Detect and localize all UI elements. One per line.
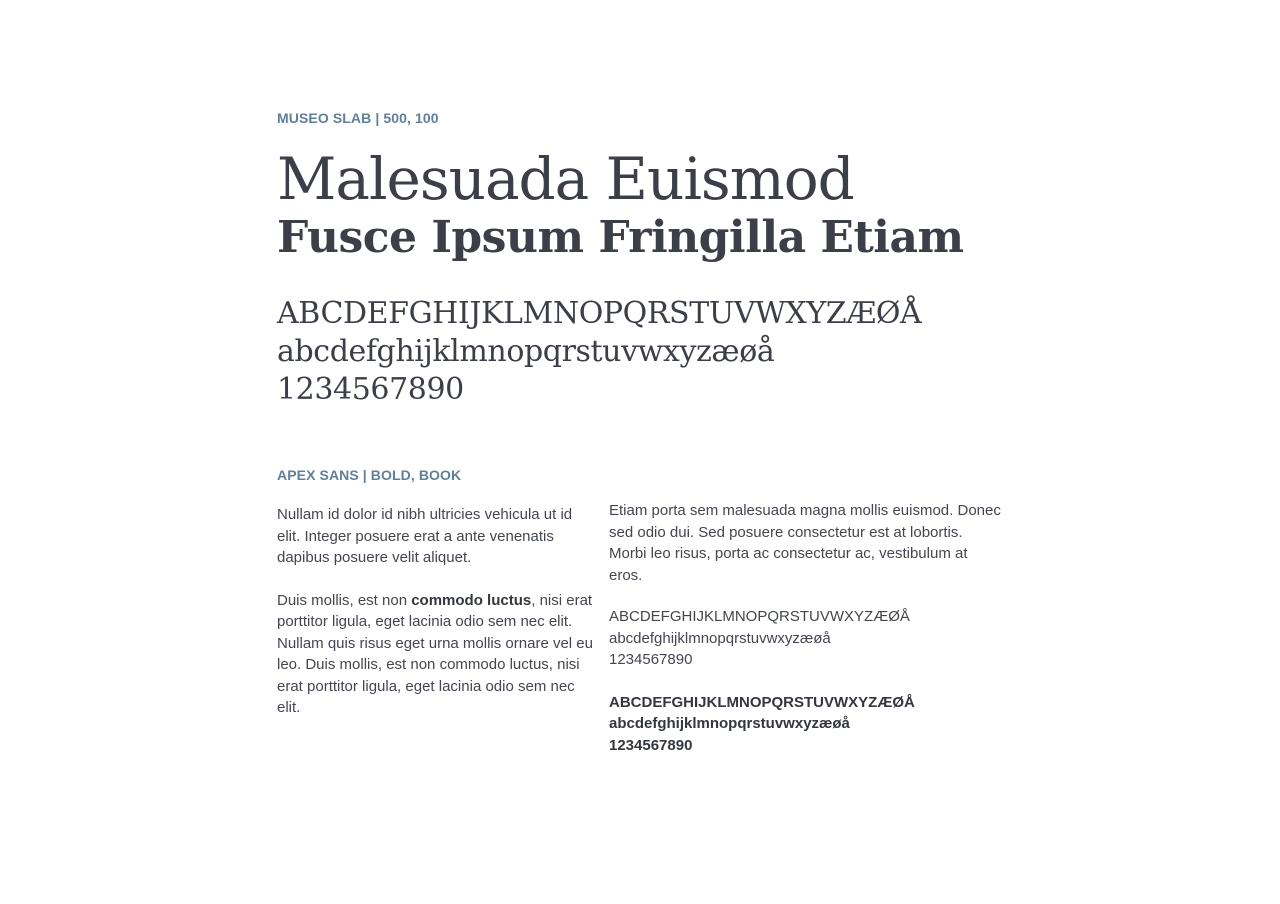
apex-bold-digit-glyphs: 1234567890 bbox=[609, 736, 693, 754]
museo-lowercase-glyphs: abcdefghijklmnopqrstuvwxyzæøå bbox=[277, 334, 775, 369]
apex-left-paragraph-2-end: , nisi erat porttitor ligula, eget lacinia odio sem nec elit. Nullam quis risus eget urna mollis ornare vel eu leo. Duis mollis, est non commodo luctus, nisi erat porttitor ligula, eget lacinia odio sem nec elit. bbox=[277, 591, 593, 716]
apex-book-lowercase-glyphs: abcdefghijklmnopqrstuvwxyzæøå bbox=[609, 629, 831, 647]
apex-bold-lowercase-glyphs: abcdefghijklmnopqrstuvwxyzæøå bbox=[609, 715, 850, 732]
apex-left-paragraph-2-bold: commodo luctus bbox=[411, 591, 532, 609]
museo-slab-section-label: MUSEO SLAB | 500, 100 bbox=[277, 110, 439, 126]
apex-left-column bbox=[277, 504, 593, 719]
apex-left-paragraph-2-start: Duis mollis, est non bbox=[277, 591, 412, 609]
apex-sans-section-label: APEX SANS | BOLD, BOOK bbox=[277, 467, 462, 483]
apex-right-column bbox=[609, 500, 1001, 756]
apex-book-uppercase-glyphs: ABCDEFGHIJKLMNOPQRSTUVWXYZÆØÅ bbox=[609, 608, 910, 625]
museo-bold-sample-title: Fusce Ipsum Fringilla Etiam bbox=[277, 212, 964, 263]
museo-light-sample-title: Malesuada Euismod bbox=[277, 145, 854, 213]
museo-digit-glyphs: 1234567890 bbox=[277, 372, 464, 407]
apex-right-paragraph: Etiam porta sem malesuada magna mollis euismod. Donec sed odio dui. Sed posuere consectetur est at lobortis. Morbi leo risus, porta ac consectetur ac, vestibulum at eros. bbox=[609, 502, 1001, 584]
apex-book-digit-glyphs: 1234567890 bbox=[609, 651, 693, 668]
apex-left-paragraph-2 bbox=[277, 590, 593, 719]
apex-bold-uppercase-glyphs: ABCDEFGHIJKLMNOPQRSTUVWXYZÆØÅ bbox=[609, 693, 915, 711]
apex-left-paragraph-1: Nullam id dolor id nibh ultricies vehicula ut id elit. Integer posuere erat a ante venenatis dapibus posuere velit aliquet. bbox=[277, 506, 573, 566]
museo-uppercase-glyphs: ABCDEFGHIJKLMNOPQRSTUVWXYZÆØÅ bbox=[277, 296, 922, 331]
